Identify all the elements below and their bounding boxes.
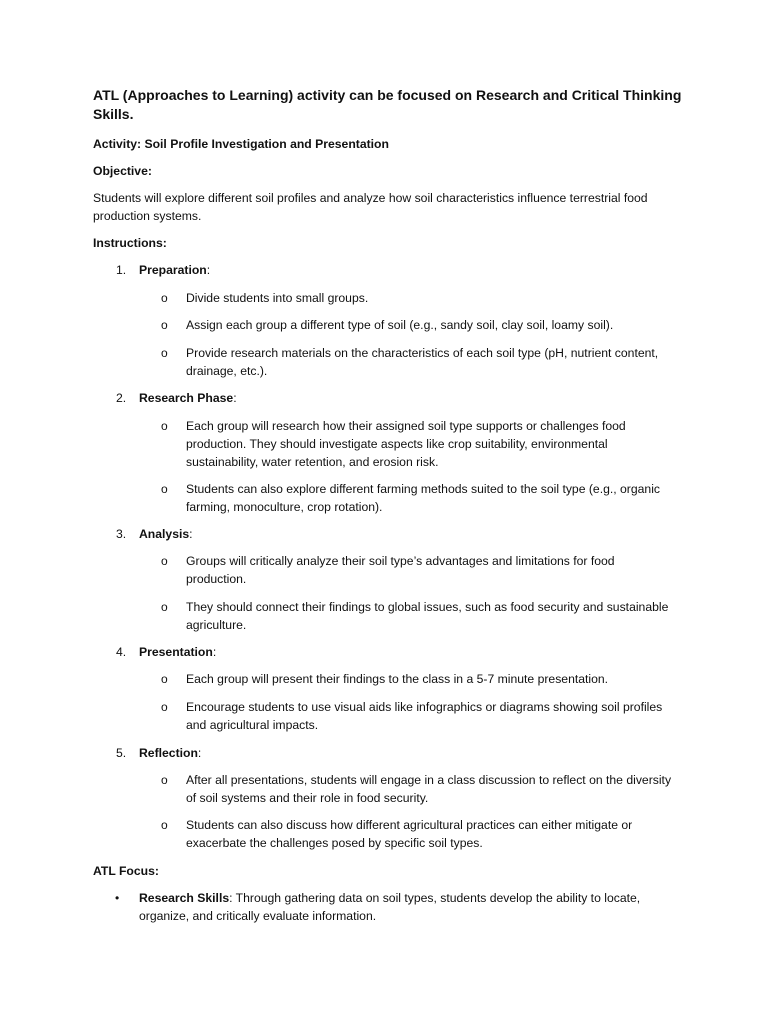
step-number: 5. [116,746,127,760]
sub-bullet-marker: o [161,700,168,714]
step-title-research-phase [139,389,237,407]
step-colon: : [206,263,211,277]
bullet-marker: • [115,891,120,905]
step-colon: : [212,645,217,659]
step-title: Preparation [139,263,207,277]
atl-item-label: Research Skills [139,891,230,905]
step-number: 3. [116,527,127,541]
step-title: Analysis [139,527,190,541]
sub-bullet-marker: o [161,482,168,496]
list-item: Students can also discuss how different agricultural practices can either mitigate or exacerbate the challenges posed by specific soil types. [186,818,633,850]
list-item: They should connect their findings to global issues, such as food security and sustainable agriculture. [186,600,669,632]
step-colon: : [189,527,193,541]
step-number: 2. [116,391,127,405]
list-item: Each group will research how their assigned soil type supports or challenges food production. They should investigate aspects like crop suitability, environmental sustainability, water retention, and erosion risk. [186,419,626,469]
list-item: Students can also explore different farming methods suited to the soil type (e.g., organic farming, monoculture, crop rotation). [186,482,661,514]
sub-bullet-marker: o [161,600,168,614]
step-number: 1. [116,263,127,277]
list-item: Divide students into small groups. [186,291,369,305]
sub-bullet-marker: o [161,346,168,360]
activity-heading: Activity: Soil Profile Investigation and Presentation [93,137,389,151]
sub-bullet-marker: o [161,818,168,832]
sub-bullet-marker: o [161,672,168,686]
atl-item-colon: : [229,891,233,905]
step-title-preparation [139,261,210,279]
list-item: Each group will present their findings to the class in a 5-7 minute presentation. [186,672,609,686]
list-item: After all presentations, students will engage in a class discussion to reflect on the diversity of soil systems and their role in food security. [186,773,672,805]
sub-bullet-marker: o [161,318,168,332]
list-item: Provide research materials on the characteristics of each soil type (pH, nutrient content, drainage, etc.). [186,346,659,378]
sub-bullet-marker: o [161,291,168,305]
objective-text: Students will explore different soil profiles and analyze how soil characteristics influence terrestrial food production systems. [93,191,648,223]
list-item: Encourage students to use visual aids like infographics or diagrams showing soil profiles and agricultural impacts. [186,700,663,732]
objective-heading: Objective: [93,164,152,178]
step-title: Reflection [139,746,198,760]
step-title-presentation [139,643,216,661]
instructions-heading: Instructions: [93,236,167,250]
step-colon: : [197,746,202,760]
step-title-reflection [139,744,201,762]
sub-bullet-marker: o [161,773,168,787]
list-item: Assign each group a different type of soil (e.g., sandy soil, clay soil, loamy soil). [186,318,614,332]
step-colon: : [233,391,237,405]
document-title: ATL (Approaches to Learning) activity can be focused on Research and Critical Thinking Skills. [93,87,682,122]
atl-item-text: Through gathering data on soil types, students develop the ability to locate, organize, and critically evaluate information. [139,891,641,923]
atl-focus-heading: ATL Focus: [93,864,159,878]
step-number: 4. [116,645,127,659]
atl-item-research-skills [139,889,684,925]
sub-bullet-marker: o [161,419,168,433]
sub-bullet-marker: o [161,554,168,568]
list-item: Groups will critically analyze their soil type’s advantages and limitations for food production. [186,554,615,586]
step-title-analysis [139,525,193,543]
step-title: Presentation [139,645,213,659]
step-title: Research Phase [139,391,234,405]
